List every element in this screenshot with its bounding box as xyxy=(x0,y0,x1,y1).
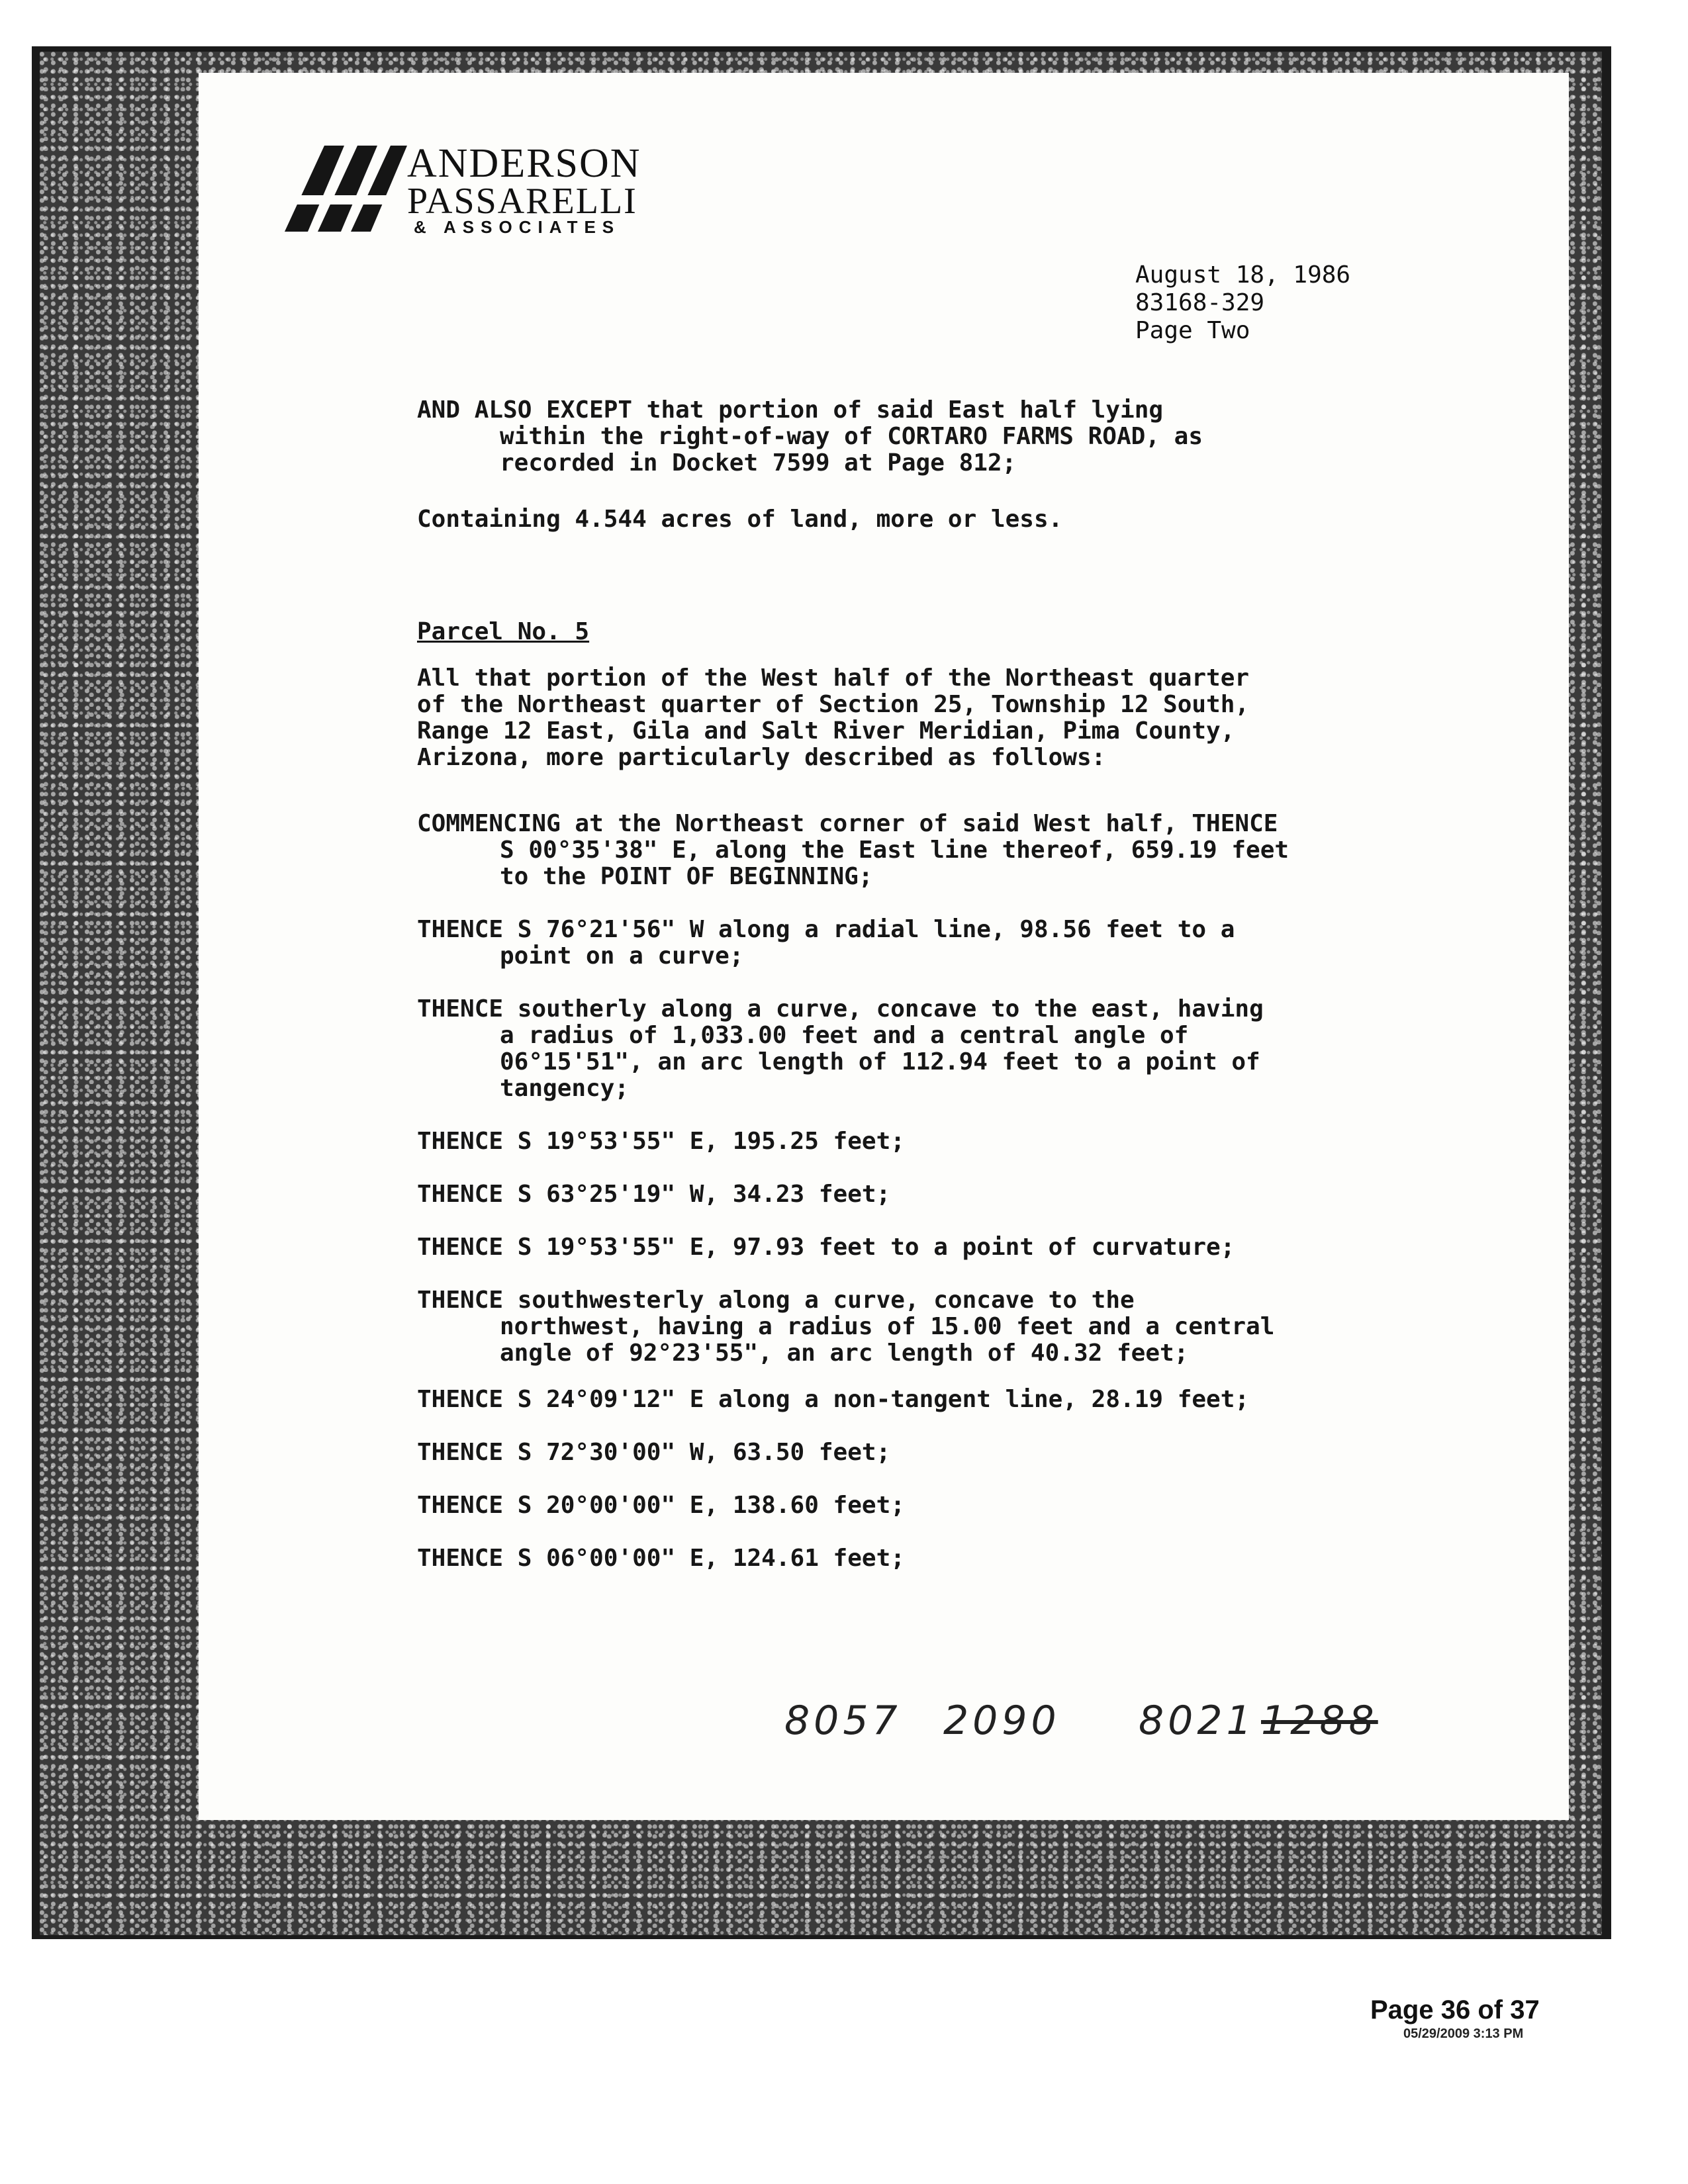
course-line: THENCE S 19°53'55" E, 195.25 feet; xyxy=(417,1128,905,1155)
description-line: Arizona, more particularly described as follows: xyxy=(417,744,1106,771)
handwritten-number-3: 8021 xyxy=(1139,1698,1256,1744)
parcel-heading-text: Parcel No. 5 xyxy=(417,618,590,645)
header-job-number: 83168-329 xyxy=(1135,289,1265,316)
course-line: a radius of 1,033.00 feet and a central angle of xyxy=(500,1022,1189,1049)
header-page: Page Two xyxy=(1135,317,1250,344)
header-date: August 18, 1986 xyxy=(1135,261,1351,289)
course-line: angle of 92°23'55", an arc length of 40.32 feet; xyxy=(500,1340,1189,1367)
description-line: All that portion of the West half of the Northeast quarter xyxy=(417,664,1250,692)
course-line: to the POINT OF BEGINNING; xyxy=(500,863,873,890)
course-2 xyxy=(417,917,1383,970)
course-line: THENCE S 24°09'12" E along a non-tangent line, 28.19 feet; xyxy=(417,1386,1250,1413)
handwritten-number-2: 2090 xyxy=(943,1698,1060,1744)
company-logo xyxy=(278,132,675,238)
logo-line-2: PASSARELLI xyxy=(407,181,637,222)
course-line: THENCE southwesterly along a curve, concave to the xyxy=(417,1287,1135,1314)
course-8 xyxy=(417,1387,1383,1413)
course-line: THENCE S 19°53'55" E, 97.93 feet to a point of curvature; xyxy=(417,1234,1235,1261)
course-line: northwest, having a radius of 15.00 feet and a central xyxy=(500,1313,1275,1340)
exception-line: within the right-of-way of CORTARO FARMS ROAD, as xyxy=(500,423,1203,450)
handwritten-number-1: 8057 xyxy=(784,1698,902,1744)
acreage-statement xyxy=(417,506,1383,533)
course-line: tangency; xyxy=(500,1075,630,1102)
footer-page-number: Page 36 of 37 xyxy=(1370,1995,1540,2025)
letter-header xyxy=(1135,261,1350,345)
exception-line: AND ALSO EXCEPT that portion of said East half lying xyxy=(417,396,1164,424)
course-line: 06°15'51", an arc length of 112.94 feet to a point of xyxy=(500,1048,1260,1075)
course-line: COMMENCING at the Northeast corner of said West half, THENCE xyxy=(417,810,1278,837)
course-5 xyxy=(417,1181,1383,1208)
logo-line-3: & ASSOCIATES xyxy=(414,217,621,237)
acreage-line: Containing 4.544 acres of land, more or less. xyxy=(417,506,1063,533)
footer-timestamp: 05/29/2009 3:13 PM xyxy=(1403,2026,1524,2041)
parcel-heading xyxy=(417,619,1383,645)
course-line: THENCE S 06°00'00" E, 124.61 feet; xyxy=(417,1545,905,1572)
course-line: THENCE southerly along a curve, concave to the east, having xyxy=(417,995,1264,1023)
description-line: Range 12 East, Gila and Salt River Meridian, Pima County, xyxy=(417,717,1235,745)
logo-line-1: ANDERSON xyxy=(407,141,641,186)
course-line: THENCE S 72°30'00" W, 63.50 feet; xyxy=(417,1439,891,1466)
course-commencing xyxy=(417,811,1383,890)
course-line: THENCE S 76°21'56" W along a radial line, 98.56 feet to a xyxy=(417,916,1235,943)
course-9 xyxy=(417,1439,1383,1466)
handwritten-number-4-struck: 1288 xyxy=(1261,1698,1378,1744)
course-10 xyxy=(417,1492,1383,1519)
course-3 xyxy=(417,996,1383,1102)
course-7 xyxy=(417,1287,1383,1367)
course-line: S 00°35'38" E, along the East line thereof, 659.19 feet xyxy=(500,837,1289,864)
parcel-description xyxy=(417,665,1383,771)
description-line: of the Northeast quarter of Section 25, Township 12 South, xyxy=(417,691,1250,718)
exception-line: recorded in Docket 7599 at Page 812; xyxy=(500,449,1017,477)
course-11 xyxy=(417,1545,1383,1572)
company-logo-mark xyxy=(278,132,410,238)
course-line: THENCE S 20°00'00" E, 138.60 feet; xyxy=(417,1492,905,1519)
course-6 xyxy=(417,1234,1383,1261)
exception-paragraph xyxy=(417,397,1383,477)
course-line: THENCE S 63°25'19" W, 34.23 feet; xyxy=(417,1181,891,1208)
course-line: point on a curve; xyxy=(500,942,744,970)
course-4 xyxy=(417,1128,1383,1155)
